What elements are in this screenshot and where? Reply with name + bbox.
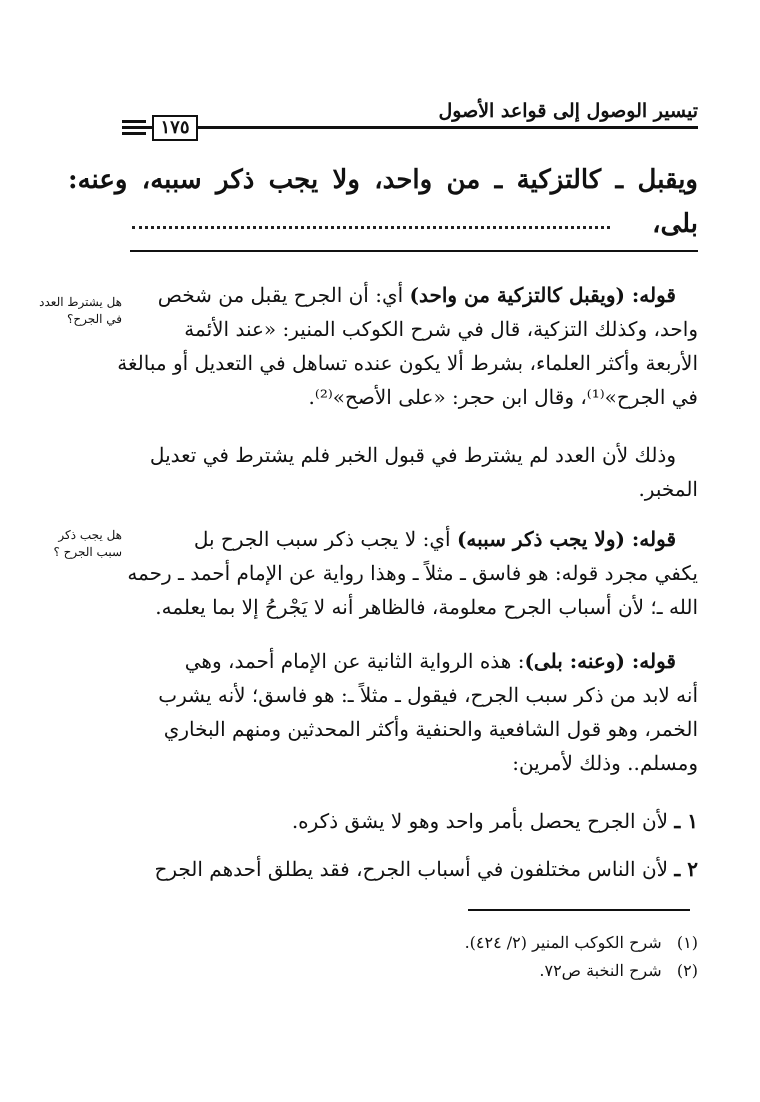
matn-line-2: بلى، — [652, 209, 698, 239]
numbered-item-2-text: لأن الناس مختلفون في أسباب الجرح، فقد يطلق أحدهم الجرح — [154, 857, 669, 881]
header-dash-upper — [122, 120, 146, 123]
matn-separator-rule — [130, 250, 698, 252]
footnote-1 — [298, 930, 698, 956]
numbered-item-2-number: ٢ ـ — [674, 857, 698, 881]
paragraph-1-line-2: واحد، وكذلك التزكية، قال في شرح الكوكب المنير: «عند الأئمة — [184, 317, 698, 341]
paragraph-2-line-1: وذلك لأن العدد لم يشترط في قبول الخبر فلم يشترط في تعديل — [149, 443, 676, 467]
commentary-paragraph-4 — [124, 644, 698, 780]
page-number: ١٧٥ — [152, 115, 198, 141]
side-note-2-line-1: هل يجب ذكر — [58, 528, 122, 542]
paragraph-1-lead: قوله: (ويقبل كالتزكية من واحد) — [409, 283, 676, 307]
paragraph-4-line-4: ومسلم.. وذلك لأمرين: — [512, 751, 698, 775]
numbered-item-1-number: ١ ـ — [674, 809, 698, 833]
paragraph-3-line-1 — [124, 522, 698, 556]
matn-dotted-leader — [132, 218, 610, 229]
footnote-2 — [298, 958, 698, 984]
paragraph-1-line-1 — [124, 278, 698, 312]
footnote-2-number: (٢) — [676, 961, 698, 980]
numbered-item-1-line — [124, 804, 698, 838]
paragraph-2-line-2: المخبر. — [638, 477, 698, 501]
numbered-item-2 — [124, 852, 698, 886]
commentary-paragraph-1 — [117, 278, 698, 414]
header-rule — [122, 126, 698, 129]
paragraph-1-line-3: الأربعة وأكثر العلماء، بشرط ألا يكون عنده تساهل في التعديل أو مبالغة — [117, 351, 698, 375]
side-note-1-line-2: في الجرح؟ — [66, 312, 122, 326]
numbered-item-1-text: لأن الجرح يحصل بأمر واحد وهو لا يشق ذكره. — [291, 809, 669, 833]
paragraph-4-line-3: الخمر، وهو قول الشافعية والحنفية وأكثر المحدثين ومنهم البخاري — [163, 717, 698, 741]
paragraph-1-line-4: في الجرح»⁽¹⁾، وقال ابن حجر: «على الأصح»⁽²⁾. — [308, 385, 698, 409]
side-note-1 — [18, 294, 122, 328]
side-note-2-line-2: سبب الجرح ؟ — [53, 545, 122, 559]
paragraph-1-line-1-rest: أي: أن الجرح يقبل من شخص — [157, 283, 410, 307]
side-note-1-line-1: هل يشترط العدد — [39, 295, 122, 309]
paragraph-4-lead: قوله: (وعنه: بلى) — [524, 649, 676, 673]
commentary-paragraph-2 — [124, 438, 698, 506]
numbered-item-2-line — [124, 852, 698, 886]
matn-line-1: ويقبل ـ كالتزكية ـ من واحد، ولا يجب ذكر سببه، وعنه: — [68, 165, 698, 195]
paragraph-4-line-2: أنه لابد من ذكر سبب الجرح، فيقول ـ مثلاً ـ: هو فاسق؛ لأنه يشرب — [158, 683, 698, 707]
paragraph-3-line-2: يكفي مجرد قوله: هو فاسق ـ مثلاً ـ وهذا رواية عن الإمام أحمد ـ رحمه — [127, 561, 698, 585]
paragraph-4-line-1-rest: : هذه الرواية الثانية عن الإمام أحمد، وهي — [184, 649, 525, 673]
footnote-1-number: (١) — [676, 933, 698, 952]
commentary-paragraph-3 — [124, 522, 698, 624]
paragraph-3-line-1-rest: أي: لا يجب ذكر سبب الجرح بل — [193, 527, 457, 551]
running-header-title: تيسير الوصول إلى قواعد الأصول — [438, 100, 698, 122]
header-dash-lower — [122, 132, 146, 135]
footnote-2-text: شرح النخبة ص٧٢. — [539, 961, 662, 980]
footnote-rule — [468, 909, 690, 911]
paragraph-3-line-3: الله ـ؛ لأن أسباب الجرح معلومة، فالظاهر أنه لا يَجْرحُ إلا بما يعلمه. — [155, 595, 698, 619]
footnote-1-text: شرح الكوكب المنير (٢/ ٤٢٤). — [464, 933, 662, 952]
paragraph-4-line-1 — [124, 644, 698, 678]
side-note-2 — [18, 527, 122, 561]
paragraph-3-lead: قوله: (ولا يجب ذكر سببه) — [456, 527, 676, 551]
numbered-item-1 — [124, 804, 698, 838]
